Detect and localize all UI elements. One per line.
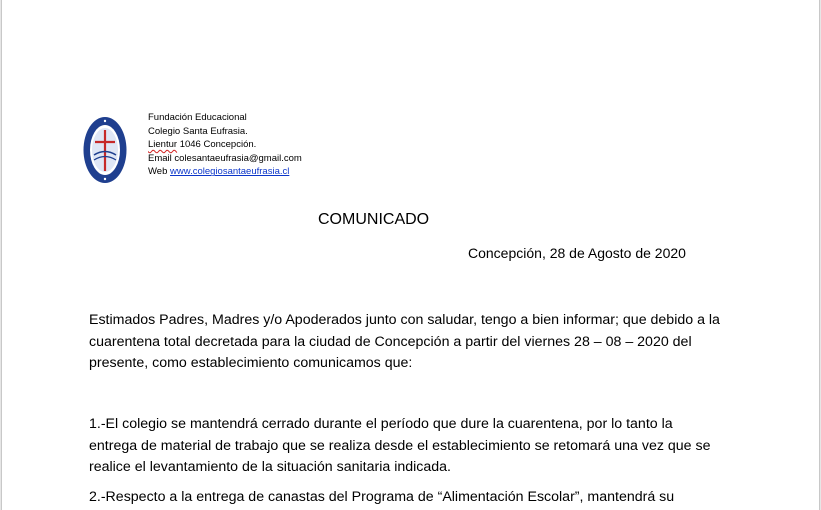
document-title: COMUNICADO bbox=[318, 211, 430, 228]
paragraph-line: 1.-El colegio se mantendrá cerrado durante el período que dure la cuarentena, por lo tanto la bbox=[89, 416, 673, 432]
address-number-city: 1046 Concepción. bbox=[177, 139, 257, 151]
school-name: Colegio Santa Eufrasia. bbox=[148, 125, 248, 137]
paragraph-line: entrega de material de trabajo que se realiza desde el establecimiento se retomará una vez que se bbox=[89, 437, 711, 454]
paragraph-greeting bbox=[89, 310, 789, 375]
paragraph-item-2 bbox=[89, 487, 789, 509]
paragraph-item-1 bbox=[89, 414, 789, 479]
web-prefix: Web bbox=[148, 166, 171, 178]
school-email: Email colesantaeufrasia@gmail.com bbox=[148, 152, 302, 164]
address-street: Lientur bbox=[148, 139, 178, 151]
letterhead bbox=[148, 111, 302, 179]
paragraph-line: 2.-Respecto a la entrega de canastas del Programa de “Alimentación Escolar”, mantendrá su bbox=[89, 489, 675, 505]
document-date: Concepción, 28 de Agosto de 2020 bbox=[468, 245, 686, 261]
paragraph-line: realice el levantamiento de la situación sanitaria indicada. bbox=[89, 459, 451, 475]
paragraph-line: cuarentena total decretada para la ciudad de Concepción a partir del viernes 28 – 08 – 2020 del bbox=[89, 333, 692, 350]
document-page bbox=[1, 0, 820, 510]
school-seal-logo bbox=[82, 115, 128, 185]
school-web bbox=[148, 165, 302, 179]
paragraph-line: presente, como establecimiento comunicamos que: bbox=[89, 355, 413, 371]
foundation-name: Fundación Educacional bbox=[148, 112, 247, 123]
website-link[interactable]: www.colegiosantaeufrasia.cl bbox=[170, 166, 290, 178]
school-address bbox=[148, 138, 302, 152]
paragraph-line: Estimados Padres, Madres y/o Apoderados junto con saludar, tengo a bien informar; que debido a la bbox=[89, 312, 720, 328]
